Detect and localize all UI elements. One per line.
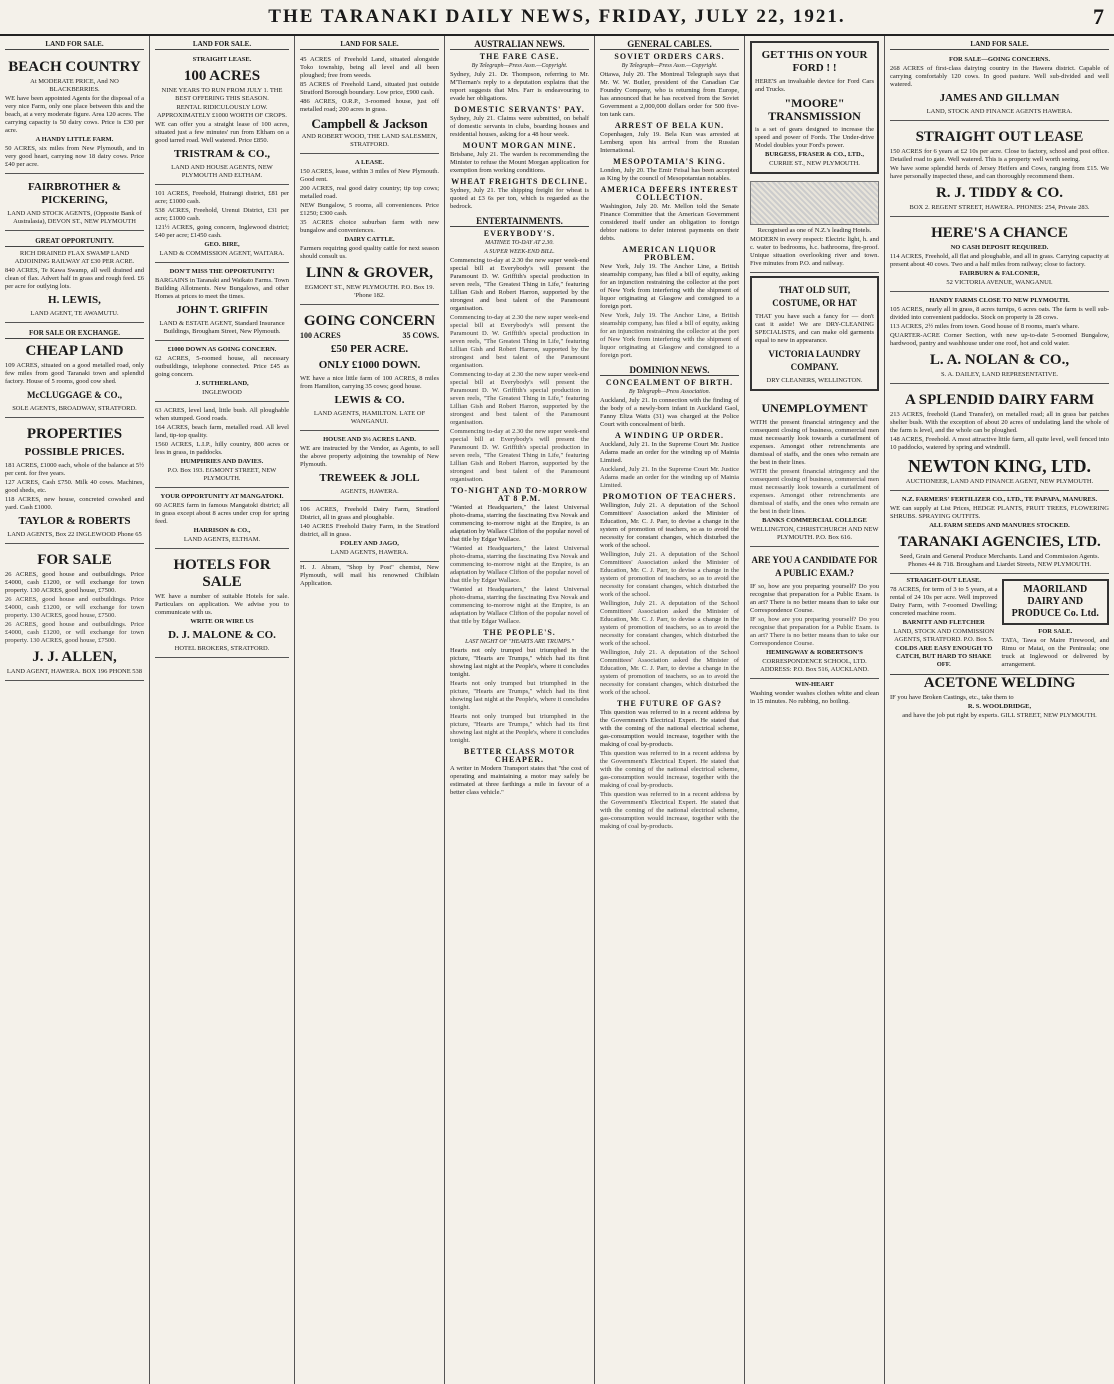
agent-lewis-sub: LAND AGENT, TE AWAMUTU.: [30, 310, 119, 317]
news-mesopotamia-text: London, July 20. The Emir Feisal has been accepted as King by the council of Mesopotamian notables.: [600, 167, 739, 182]
news-gas: THE FUTURE OF GAS?: [616, 699, 723, 708]
agent-barnitt-sub: LAND, STOCK AND COMMISSION AGENTS, STRATFORD. P.O. Box 5.: [893, 628, 995, 643]
agent-sutherland: J. SUTHERLAND,: [195, 380, 249, 387]
agent-linn: LINN & GROVER,: [305, 265, 434, 281]
ad-hotel: [750, 177, 879, 273]
candidate-text: IF so, how are you preparing yourself? Do you recognise that preparation for a Public Exam. is an art? There is no better means than to take our Correspondence Course.: [750, 583, 879, 614]
ad-going-concern: [300, 307, 439, 431]
agent-james-gillman-sub: LAND, STOCK AND FINANCE AGENTS HAWERA.: [926, 108, 1073, 115]
opportunity-heading: GREAT OPPORTUNITY.: [5, 237, 144, 247]
acres-45: 45 ACRES of Freehold Land, situated alongside Toko township, being all level and all been ploughed; free from weeds.: [300, 56, 439, 79]
super-bill: A SUPER WEEK-END BILL.: [484, 249, 555, 255]
write-wire: WRITE OR WIRE US: [190, 618, 254, 625]
everybodys-text-2: Commencing to-day at 2.30 the new super week-end special bill at Everybody's will present the Paramount D. W. Griffith's special production in seven reels, "The Greatest Thing in Life," featuring Lillian Gish and Robert Harron, supported by the strongest and best talent of the Paramount organisation.: [450, 314, 589, 369]
news-wheat: WHEAT FREIGHTS DECLINE.: [451, 177, 588, 186]
masthead: [0, 0, 1114, 36]
acres-62: 62 ACRES, 5-roomed house, all necessary outbuildings, telephone connected. Price £45 as going concern.: [155, 355, 289, 378]
news-liquor-text: New York, July 19. The Anchor Line, a British steamship company, has filed a bill of equity, asking for an injunction restraining the collector at the port of New York from interfering with the shipment of liquor originating at Glasgow and consigned to a foreign port.: [600, 263, 739, 310]
properties-title: PROPERTIES: [26, 426, 123, 442]
dominion-news: DOMINION NEWS.: [600, 366, 739, 376]
col3-header: LAND FOR SALE.: [300, 40, 439, 50]
beach-sub: At MODERATE PRICE, And NO BLACKBERRIES.: [30, 78, 119, 93]
lease-heading-3: A LEASE.: [355, 159, 384, 166]
news-gas-text: This question was referred to in a recent address by the Government's Electrical Expert. He stated that with the coming of the national electrical scheme, gas-consumption would increase, together with the making of coal by-products.: [600, 709, 739, 748]
unemployment-text: WITH the present financial stringency and the consequent closing of business, commercial men must necessarily look towards a curtailment of expenses. Amongst other retrenchments are dismissal of staffs, and the ones who remain are the best in their lines.: [750, 419, 879, 466]
acres-101: 101 ACRES, Freehold, Huirangi district, £81 per acre; £1000 cash.: [155, 190, 289, 205]
ad-great-opportunity: [5, 233, 144, 323]
motor: BETTER CLASS MOTOR CHEAPER.: [463, 747, 576, 764]
beach-text: WE have been appointed Agents for the disposal of a very nice Farm, only one place between this and the beach, at a very moderate figure. Area 120 acres. The carrying capacity is 50 dairy cows. Price is £30 per acre.: [5, 95, 144, 134]
news-servants-text: Sydney, July 21. Claims were submitted, on behalf of domestic servants in clubs, boarding houses and residential houses, asking for a 48 hour week.: [450, 115, 589, 138]
ad-straight-lease: [155, 53, 289, 185]
straight-out-lease-2: STRAIGHT-OUT LEASE.: [906, 577, 981, 584]
get-this-text: HERE'S an invaluable device for Ford Cars and Trucks.: [755, 78, 874, 93]
candidate-text-2: IF so, how are you preparing yourself? Do you recognise that preparation for a Public Exam. is an art? There is no better means than to take our Correspondence Course.: [750, 616, 879, 647]
abram-text: H. J. Abram, "Shop by Post" chemist, New Plymouth, will mail his renowned Chilblain Application.: [300, 564, 439, 587]
ad-linn: [300, 156, 439, 305]
fertilizer-heading: N.Z. FARMERS' FERTILIZER CO., LTD., TE PAPAPA, MANURES.: [901, 496, 1098, 503]
lease-rental: RENTAL RIDICULOUSLY LOW. APPROXIMATELY £1000 WORTH OF CROPS.: [157, 104, 287, 119]
agent-humphries-sub: P.O. Box 193. EGMONT STREET, NEW PLYMOUTH.: [167, 467, 277, 482]
agent-treweek: TREWEEK & JOLL: [319, 472, 420, 484]
peoples: THE PEOPLE'S.: [483, 628, 556, 637]
peoples-text-2: Hearts not only trumped but triumphed in the picture, "Hearts are Trumps," which had its first showing last night at the People's, where it concludes tonight.: [450, 680, 589, 711]
agent-banks-sub: WELLINGTON, CHRISTCHURCH AND NEW PLYMOUTH. P.O. Box 616.: [750, 526, 879, 541]
win-heart-text: Washing wonder washes clothes white and clean in 15 minutes. No rubbing, no boiling.: [750, 690, 879, 705]
acres-486: 486 ACRES, O.R.P., 3-roomed house, just off metalled road; 200 acres in grass.: [300, 98, 439, 113]
going-text: WE have a nice little farm of 100 ACRES, 8 miles from Hamilton, carrying 35 cows; good house.: [300, 375, 439, 390]
agent-wooldridge: R. S. WOOLDRIDGE,: [967, 703, 1032, 710]
hotel-text: MODERN in every respect: Electric light, h. and c. water to bedrooms, h.c. bathrooms, fire-proof. Unique situation overlooking river and town. Five minutes from P.O. and railway.: [750, 236, 879, 267]
column-1: [0, 36, 150, 1384]
lease-text: WE can offer you a straight lease of 100 acres, situated just a few minutes' run from Eltham on a good tarred road. Well watered. Price £850.: [155, 121, 289, 144]
acres-35: 35 ACRES choice suburban farm with new bungalow and conveniences.: [300, 219, 439, 234]
bungalow-text: NEW Bungalow, 5 rooms, all conveniences. Price £1250; £300 cash.: [300, 202, 439, 217]
for-sale-7: FOR SALE.: [1038, 628, 1073, 635]
hotel-caption: Recognised as one of N.Z.'s leading Hotels.: [757, 227, 872, 234]
jerseys-text: We have some splendid herds of Jersey Heifers and Cows, ranging from £15. We have personally inspected these, and can thoroughly recommend them.: [890, 165, 1109, 180]
agent-burgess: BURGESS, FRASER & CO., LTD.,: [765, 151, 864, 158]
ad-fairbrother: [5, 176, 144, 231]
house-text: WE are instructed by the Vendor, as Agents, to sell the above property adjoining the township of New Plymouth.: [300, 445, 439, 468]
agent-griffin: JOHN T. GRIFFIN: [176, 304, 268, 316]
acres-63: 63 ACRES, level land, little bush. All ploughable when stumped. Good roads.: [155, 407, 289, 422]
news-concealment-text: Auckland, July 21. In connection with the finding of the body of a newly-born infant in Auckland Gaol, Fanny Eliza Watts (31) was charged at the Police Court with concealment of birth.: [600, 397, 739, 428]
fertilizer-seeds: ALL FARM SEEDS AND MANURES STOCKED.: [929, 522, 1070, 529]
house-heading: HOUSE AND 3½ ACRES LAND.: [323, 436, 416, 443]
peoples-text-3: Hearts not only trumped but triumphed in the picture, "Hearts are Trumps," which had its first showing last night at the People's, where it concludes tonight.: [450, 713, 589, 744]
agent-foley-sub: LAND AGENTS, HAWERA.: [330, 549, 409, 556]
going-acres: 100 ACRES: [300, 331, 341, 340]
col5-header: GENERAL CABLES.: [600, 40, 739, 50]
ad-campbell: [300, 53, 439, 154]
agent-fairburn: FAIRBURN & FALCONER,: [959, 270, 1040, 277]
quarter-acre: QUARTER-ACRE Corner Section, with new up-to-date 5-roomed Bungalow, hardwood, pantry and washhouse under one roof, hot and cold water.: [890, 332, 1109, 347]
agent-griffin-sub: LAND & ESTATE AGENT, Standard Insurance Buildings, Brougham Street, New Plymouth.: [159, 320, 285, 335]
bargains-text: BARGAINS in Taranaki and Waikato Farms. Town Building Allotments. New Bungalows, and other Homes at prices to meet the times.: [155, 277, 289, 300]
agent-nolan: L. A. NOLAN & CO.,: [929, 352, 1070, 368]
agent-barnitt: BARNITT AND FLETCHER: [902, 619, 985, 626]
ad-harrison: [155, 490, 289, 549]
acetone-text: IF you have Broken Castings, etc., take them to: [890, 694, 1014, 701]
acres-113: 113 ACRES, 2½ miles from town. Good house of 8 rooms, man's whare.: [890, 323, 1080, 330]
agent-foley: FOLEY AND JAGO,: [340, 540, 399, 547]
going-price: £50 PER ACRE.: [330, 343, 409, 355]
lease-heading: STRAIGHT LEASE.: [192, 56, 252, 63]
news-america-text: Washington, July 20. Mr. Mellon told the Senate Finance Committee that the American Government considered itself under an obligation to foreign debtor nations to defer interest payments on their debts.: [600, 203, 739, 242]
col1-header: LAND FOR SALE.: [5, 40, 144, 50]
agent-lewis-co-sub: LAND AGENTS, HAMILTON. LATE OF WANGANUI.: [313, 410, 426, 425]
ad-sutherland: [155, 343, 289, 402]
news-america: AMERICA DEFERS INTEREST COLLECTION.: [600, 185, 739, 202]
lease-100-acres: 100 ACRES: [183, 68, 261, 84]
news-mount-morgan: MOUNT MORGAN MINE.: [462, 141, 577, 150]
ad-fertilizer: [890, 493, 1109, 574]
ad-tiddy: [890, 123, 1109, 217]
news-fare-case: THE FARE CASE.: [479, 52, 560, 61]
news-teachers-text-2: Wellington, July 21. A deputation of the School Committees' Association asked the Minister of Education, Mr. C. J. Parr, to devise a change in the system of promotion of teachers, so as to avoid the necessity for constant changes, which disturbed the work of the school.: [600, 551, 739, 598]
opportunity-text: RICH DRAINED FLAX SWAMP LAND ADJOINING RAILWAY AT £30 PER ACRE.: [14, 250, 135, 265]
news-concealment: CONCEALMENT OF BIRTH.: [605, 378, 734, 387]
colds: COLDS ARE EASY ENOUGH TO CATCH, BUT HARD TO SHAKE OFF.: [895, 645, 993, 668]
agent-hemingway-sub: CORRESPONDENCE SCHOOL, LTD. ADDRESS: P.O. Box 516, AUCKLAND.: [760, 658, 869, 673]
ad-beach-country: [5, 53, 144, 174]
ad-fairburn: [890, 219, 1109, 292]
agent-taylor-sub: LAND AGENTS, Box 22 INGLEWOOD Phone 65: [7, 531, 142, 538]
acres-164: 164 ACRES, beach farm, metalled road. All level land, tip-top quality.: [155, 424, 289, 439]
ad-foley: [300, 503, 439, 562]
acres-106: 106 ACRES, Freehold Dairy Farm, Stratford District, all in grass and ploughable.: [300, 506, 439, 521]
agent-tiddy: R. J. TIDDY & CO.: [935, 185, 1064, 201]
get-this-heading: GET THIS ON YOUR FORD ! !: [761, 49, 868, 74]
ad-victoria-laundry: [750, 276, 879, 391]
column-6: [745, 36, 885, 1384]
ad-newton-king: [890, 386, 1109, 491]
agent-harrison: HARRISON & CO.,: [193, 527, 251, 534]
agent-wooldridge-sub: and have the job put right by experts. GILL STREET, NEW PLYMOUTH.: [902, 712, 1097, 719]
peoples-sub: LAST NIGHT OF "HEARTS ARE TRUMPS.": [465, 639, 574, 645]
down-heading: £1000 DOWN AS GOING CONCERN.: [167, 346, 277, 353]
column-2: [150, 36, 295, 1384]
agent-newton-king-sub: AUCTIONEER, LAND AND FINANCE AGENT, NEW PLYMOUTH.: [905, 478, 1094, 485]
maoriland-logo: MAORILAND DAIRY AND PRODUCE Co. Ltd.: [1002, 579, 1110, 625]
dont-miss: DON'T MISS THE OPPORTUNITY!: [169, 268, 275, 275]
agent-malone-sub: HOTEL BROKERS, STRATFORD.: [174, 645, 270, 652]
everybodys: EVERYBODY'S.: [483, 229, 556, 238]
matinee: MATINEE TO-DAY AT 2.30.: [485, 240, 554, 246]
acres-78: 78 ACRES, for term of 3 to 5 years, at a rental of 24 10s per acre. Well improved Dairy Farm, with 7-roomed Dwelling; concreted machine room.: [890, 586, 998, 617]
agent-banks: BANKS COMMERCIAL COLLEGE: [762, 517, 867, 524]
agent-james-gillman: JAMES AND GILLMAN: [939, 92, 1060, 104]
dairy-cattle: DAIRY CATTLE.: [344, 236, 395, 243]
agent-malone: D. J. MALONE & CO.: [168, 629, 276, 641]
agent-newton-king: NEWTON KING, LTD.: [907, 456, 1092, 476]
tonight-text-2: "Wanted at Headquarters," the latest Universal photo-drama, starring the fascinating Eva Novak and commencing to-morrow night at the Empire, is an adaptation by Wallace Clifton of the popular novel of that title by Edgar Wallace.: [450, 545, 589, 584]
splendid-dairy: A SPLENDID DAIRY FARM: [904, 392, 1095, 408]
acres-538: 538 ACRES, Freehold, Urenui District, £31 per acre; £1000 cash.: [155, 207, 289, 222]
news-soviet: SOVIET ORDERS CARS.: [614, 52, 725, 61]
agent-tristram: TRISTRAM & CO.,: [174, 148, 270, 160]
agent-victoria-sub: DRY CLEANERS, WELLINGTON.: [766, 377, 863, 384]
news-fare-text: Sydney, July 21. Dr. Thompson, referring to Mr. M'Tiernan's reply to a deputation explains that the report suggests that Mrs. Farr is endeavouring to evade her obligations.: [450, 71, 589, 102]
agent-sutherland-sub: INGLEWOOD: [202, 389, 242, 396]
hotels-title: HOTELS FOR SALE: [173, 557, 271, 590]
agent-taranaki-agencies-sub: Seed, Grain and General Produce Merchants. Land and Commission Agents. Phones 44 & 718. Brougham and Liardet Streets, NEW PLYMOUTH.: [899, 553, 1100, 568]
ad-moore-transmission: [750, 41, 879, 174]
ad-cheap-land: [5, 325, 144, 418]
acres-114: 114 ACRES, Freehold, all flat and ploughable, and all in grass. Carrying capacity at present about 40 cows. Two and a half miles from railway; close to factory.: [890, 253, 1109, 268]
acres-127: 127 ACRES, Cash £750. Milk 40 cows. Machines, good sheds, etc.: [5, 479, 144, 494]
column-3: [295, 36, 445, 1384]
bottom-left: [890, 576, 998, 670]
acetone-welding: ACETONE WELDING: [890, 674, 1109, 692]
agent-tiddy-sub: BOX 2. REGENT STREET, HAWERA. PHONES: 254, Private 283.: [909, 204, 1090, 211]
suit-text: THAT you have such a fancy for — don't cast it aside! We are DRY-CLEANING SPECIALISTS, and can make old garments equal to new in appearance.: [755, 313, 874, 344]
news-soviet-text: Ottawa, July 20. The Montreal Telegraph says that Mr. W. W. Butler, president of the Canadian Car Foundry Company, who is returning from Europe, has announced that he has received from the Soviet Government a 2,000,000 dollars order for 500 five-ton tank cars.: [600, 71, 739, 118]
news-teachers-text: Wellington, July 21. A deputation of the School Committees' Association asked the Minister of Education, Mr. C. J. Parr, to devise a change in the system of promotion of teachers, so as to avoid the necessity for constant changes, which disturbed the work of the school.: [600, 502, 739, 549]
column-7: [885, 36, 1114, 1384]
fertilizer-text: WE can supply at List Prices, HEDGE PLANTS, FRUIT TREES, FLOWERING SHRUBS. SPRAYING OUTFITS.: [890, 505, 1109, 520]
for-sale-text-2: 26 ACRES, good house and outbuildings. Price £4000, cash £1200, or will exchange for town property. 130 ACRES, good house, £7500.: [5, 596, 144, 619]
page-number: 7: [1093, 4, 1104, 29]
acres-121: 121½ ACRES, going concern, Inglewood district; £40 per acre; £1450 cash.: [155, 224, 289, 239]
bottom-right: [1002, 576, 1110, 670]
agent-burgess-sub: CURRIE ST., NEW PLYMOUTH.: [769, 160, 860, 167]
agent-nolan-sub: S. A. DAILEY, LAND REPRESENTATIVE.: [940, 371, 1059, 378]
news-concealment-source: By Telegraph—Press Association.: [628, 389, 711, 395]
column-5: [595, 36, 745, 1384]
tonight-text-3: "Wanted at Headquarters," the latest Universal photo-drama, starring the fascinating Eva Novak and commencing to-morrow night at the Empire, is an adaptation by Wallace Clifton of the popular novel of that title by Edgar Wallace.: [450, 586, 589, 625]
hotel-illustration: [750, 181, 879, 225]
acres-140: 140 ACRES Freehold Dairy Farm, in the Stratford district, all in grass.: [300, 523, 439, 538]
ad-properties: [5, 420, 144, 544]
suit-heading: THAT OLD SUIT, COSTUME, OR HAT: [772, 285, 857, 308]
everybodys-text-4: Commencing to-day at 2.30 the new super week-end special bill at Everybody's will present the Paramount D. W. Griffith's special production in seven reels, "The Greatest Thing in Life," featuring Lillian Gish and Robert Harron, supported by the strongest and best talent of the Paramount organisation.: [450, 428, 589, 483]
everybodys-text: Commencing to-day at 2.30 the new super week-end special bill at Everybody's will present the Paramount D. W. Griffith's special production in seven reels, "The Greatest Thing in Life," featuring Lillian Gish and Robert Harron, supported by the strongest and best talent of the Paramount organisation.: [450, 257, 589, 312]
win-heart: WIN-HEART: [795, 681, 834, 688]
handy-farm-title: A HANDY LITTLE FARM.: [35, 136, 114, 143]
acres-85: 85 ACRES of Freehold Land, situated just outside Stratford Borough boundary. Low price, £900 cash.: [300, 81, 439, 96]
unemployment-title: UNEMPLOYMENT: [761, 401, 868, 415]
acres-200: 200 ACRES, real good dairy country; tip top cows; metalled road.: [300, 185, 439, 200]
dairy-cattle-text: Farmers requiring good quality cattle for next season should consult us.: [300, 245, 439, 260]
column-4: [445, 36, 595, 1384]
bottom-split: [890, 576, 1109, 670]
news-teachers-text-3: Wellington, July 21. A deputation of the School Committees' Association asked the Minister of Education, Mr. C. J. Parr, to devise a change in the system of promotion of teachers, so as to avoid the necessity for constant changes, which disturbed the work of the school.: [600, 600, 739, 647]
acres-105: 105 ACRES, nearly all in grass, 8 acres turnips, 6 acres oats. The farm is well sub-divided into convenient paddocks. Stock on property is 28 cows.: [890, 306, 1109, 321]
agent-harrison-sub: LAND AGENTS, ELTHAM.: [183, 536, 261, 543]
cheap-land-title: CHEAP LAND: [25, 343, 124, 359]
for-sale-text-3: 26 ACRES, good house and outbuildings. Price £4000, cash £1200, or will exchange for town property. 130 ACRES, good house, £7500.: [5, 621, 144, 644]
agent-campbell: Campbell & Jackson: [311, 116, 428, 131]
acres-150-lease: 150 ACRES, lease, within 3 miles of New Plymouth. Good rent.: [300, 168, 439, 183]
mangatoki-heading: YOUR OPPORTUNITY AT MANGATOKI.: [160, 493, 284, 500]
agent-tristram-sub: LAND AND HOUSE AGENTS, NEW PLYMOUTH AND ELTHAM.: [171, 164, 273, 179]
news-winding: A WINDING UP ORDER.: [614, 431, 725, 440]
beach-title: BEACH COUNTRY: [8, 59, 141, 75]
acres-181: 181 ACRES, £1000 each, whole of the balance at 5½ per cent. for five years.: [5, 462, 144, 477]
handy-farm-text: 50 ACRES, six miles from New Plymouth, and in very good heart, carrying now 18 dairy cows. Price £40 per acre.: [5, 145, 144, 168]
news-teachers: PROMOTION OF TEACHERS.: [602, 492, 737, 501]
ad-bire: [155, 187, 289, 263]
agent-taylor: TAYLOR & ROBERTS: [18, 515, 131, 527]
tata-text: TATA, Tawa or Maire Firewood, and Rimu or Matai, on the Peninsula; one truck at Inglewood or delivered by arrangement.: [1001, 637, 1109, 668]
for-sale-title: FOR SALE: [37, 552, 112, 568]
unemployment-text-2: WITH the present financial stringency and the consequent closing of business, commercial men must necessarily look towards a curtailment of expenses. Amongst other retrenchments are dismissal of staffs, and the ones who remain are the best in their lines.: [750, 468, 879, 515]
handy-farms: HANDY FARMS CLOSE TO NEW PLYMOUTH.: [929, 297, 1070, 304]
ad-treweek: [300, 433, 439, 501]
peoples-text: Hearts not only trumped but triumphed in the picture, "Hearts are Trumps," which had its first showing last night at the People's, where it concludes tonight.: [450, 647, 589, 678]
news-liquor: AMERICAN LIQUOR PROBLEM.: [622, 245, 717, 262]
for-sale-text: 26 ACRES, good house and outbuildings. Price £4000, cash £1200, or will exchange for town property. 130 ACRES, good house, £7500.: [5, 571, 144, 594]
agent-taranaki-agencies: TARANAKI AGENCIES, LTD.: [898, 534, 1101, 550]
possible-prices: POSSIBLE PRICES.: [24, 446, 125, 458]
news-wheat-text: Sydney, July 21. The shipping freight for wheat is quoted at £3 6s per ton, which is regarded as the bedrock.: [450, 187, 589, 210]
agent-bire: GEO. BIRE,: [204, 241, 240, 248]
hotels-text: WE have a number of suitable Hotels for sale. Particulars on application. We advise you to communicate with us.: [155, 593, 289, 616]
acres-148: 148 ACRES, Freehold. A most attractive little farm, all quite level, well fenced into 10 paddocks, watered by spring and windmill.: [890, 436, 1109, 451]
agent-bire-sub: LAND & COMMISSION AGENT, WAITARA.: [159, 250, 285, 257]
agent-hemingway: HEMINGWAY & ROBERTSON'S: [766, 649, 863, 656]
ad-griffin: [155, 265, 289, 341]
agent-victoria: VICTORIA LAUNDRY COMPANY.: [768, 349, 861, 372]
ad-hotels: [155, 551, 289, 658]
news-mesopotamia: MESOPOTAMIA'S KING.: [613, 157, 726, 166]
going-cows: 35 COWS.: [402, 331, 439, 340]
straight-out-lease: STRAIGHT OUT LEASE: [915, 129, 1084, 145]
agent-lewis: H. LEWIS,: [48, 294, 101, 306]
col2-header: LAND FOR SALE.: [155, 40, 289, 50]
acres-213: 213 ACRES, freehold (Land Transfer), on metalled road; all in grass bar patches shelter bush. With the exception of about 20 acres of undulating land the whole of the farm is level, and the whole can be ploughed.: [890, 411, 1109, 434]
acres-1560: 1560 ACRES, L.I.P., hilly country, 800 acres or less in grass, in paddocks.: [155, 441, 289, 456]
news-bela-kun: ARREST OF BELA KUN.: [614, 121, 725, 130]
acres-268: 268 ACRES of first-class dairying country in the Hawera district. Capable of carrying comfortably 120 cows. In good pasture. Well sub-divided and well watered.: [890, 65, 1109, 88]
candidate-heading: ARE YOU A CANDIDATE FOR A PUBLIC EXAM.?: [751, 555, 878, 578]
going-concern-title: GOING CONCERN: [303, 313, 436, 329]
lease-sub: NINE YEARS TO RUN FROM JULY 1. THE BEST OFFERING THIS SEASON.: [161, 87, 283, 102]
acres-150-tiddy: 150 ACRES for 6 years at £2 10s per acre. Close to factory, school and post office. Detailed road to gate. Well watered. This is a property well worth seeing.: [890, 148, 1109, 163]
tonight: TO-NIGHT AND TO-MORROW AT 8 P.M.: [451, 486, 588, 503]
agent-linn-sub: EGMONT ST., NEW PLYMOUTH. P.O. Box 19. 'Phone 182.: [304, 284, 435, 299]
ad-nolan: [890, 294, 1109, 384]
agent-allen-sub: LAND AGENT, HAWERA. BOX 196 PHONE 538: [6, 668, 143, 675]
news-winding-text: Auckland, July 21. In the Supreme Court Mr. Justice Adams made an order for the winding up of Mainia Limited.: [600, 441, 739, 464]
no-cash: NO CASH DEPOSIT REQUIRED.: [950, 244, 1049, 251]
everybodys-text-3: Commencing to-day at 2.30 the new super week-end special bill at Everybody's will present the Paramount D. W. Griffith's special production in seven reels, "The Greatest Thing in Life," featuring Lillian Gish and Robert Harron, supported by the strongest and best talent of the Paramount organisation.: [450, 371, 589, 426]
news-winding-text-2: Auckland, July 21. In the Supreme Court Mr. Justice Adams made an order for the winding up of Mainia Limited.: [600, 466, 739, 489]
acres-118: 118 ACRES, new house, concreted cowshed and yard. Cash £1000.: [5, 496, 144, 511]
heres-a-chance: HERE'S A CHANCE: [931, 225, 1068, 241]
tonight-text: "Wanted at Headquarters," the latest Universal photo-drama, starring the fascinating Eva Novak and commencing to-morrow night at the Empire, is an adaptation by Wallace Clifton of the popular novel of that title by Edgar Wallace.: [450, 504, 589, 543]
agent-campbell-sub: AND ROBERT WOOD, THE LAND SALESMEN, STRATFORD.: [301, 133, 438, 148]
masthead-title: THE TARANAKI DAILY NEWS, FRIDAY, JULY 22, 1921.: [268, 6, 846, 27]
acres-60: 60 ACRES farm in famous Mangatoki district; all in grass except about 8 acres under crop for spring feed.: [155, 502, 289, 525]
news-liquor-text-2: New York, July 19. The Anchor Line, a British steamship company, has filed a bill of equity, asking for an injunction restraining the collector at the port of New York from interfering with the shipment of liquor originating at Glasgow and consigned to a foreign port.: [600, 312, 739, 359]
ad-james-gillman: [890, 53, 1109, 121]
agent-treweek-sub: AGENTS, HAWERA.: [340, 488, 399, 495]
agent-fairburn-sub: 52 VICTORIA AVENUE, WANGANUI.: [946, 279, 1053, 286]
agent-mccluggage: McCLUGGAGE & CO.,: [27, 390, 122, 400]
agent-allen: J. J. ALLEN,: [32, 649, 117, 665]
news-gas-text-3: This question was referred to in a recent address by the Government's Electrical Expert. He stated that with the coming of the national electrical scheme, gas-consumption would increase, together with the making of coal by-products.: [600, 791, 739, 830]
moore-text: is a set of gears designed to increase the speed and power of Fords. The Under-drive Model doubles your Ford's power.: [755, 126, 874, 149]
news-teachers-text-4: Wellington, July 21. A deputation of the School Committees' Association asked the Minister of Education, Mr. C. J. Parr, to devise a change in the system of promotion of teachers, so as to avoid the necessity for constant changes, which disturbed the work of the school.: [600, 649, 739, 696]
agent-fairbrother: FAIRBROTHER & PICKERING,: [28, 181, 121, 206]
motor-text: A writer in Modern Transport states that "the cost of operating and maintaining a motor may safely be estimated at three farthings a mile in favour of a better class vehicle.": [450, 765, 589, 796]
news-mount-morgan-text: Brisbane, July 21. The warden is recommending the Minister to refuse the Mount Morgan application for exemption from working conditions.: [450, 151, 589, 174]
news-soviet-source: By Telegraph—Press Assn.—Copyright.: [621, 63, 718, 69]
ad-for-sale: [5, 546, 144, 681]
agent-lewis-co: LEWIS & CO.: [334, 394, 405, 406]
acres-109: 109 ACRES, situated on a good metalled road, only few miles from good Taranaki town and splendid factory. House of 5 rooms, good cow shed.: [5, 362, 144, 385]
going-down: ONLY £1000 DOWN.: [318, 359, 421, 371]
col4-header: AUSTRALIAN NEWS.: [450, 40, 589, 50]
ad-unemployment: [750, 394, 879, 547]
going-row-1: [300, 332, 439, 340]
agent-humphries: HUMPHRIES AND DAVIES.: [180, 458, 264, 465]
going-concerns: FOR SALE—GOING CONCERNS.: [949, 56, 1050, 63]
agent-fairbrother-sub: LAND AND STOCK AGENTS, (Opposite Bank of Australasia), DEVON ST., NEW PLYMOUTH: [7, 210, 142, 225]
news-fare-source: By Telegraph—Press Assn.—Copyright.: [471, 63, 568, 69]
news-gas-text-2: This question was referred to in a recent address by the Government's Electrical Expert. He stated that with the coming of the national electrical scheme, gas-consumption would increase, together with the making of coal by-products.: [600, 750, 739, 789]
entertainments: ENTERTAINMENTS.: [450, 217, 589, 227]
news-servants: DOMESTIC SERVANTS' PAY.: [454, 105, 585, 114]
ad-public-exam: [750, 549, 879, 679]
moore-title: "MOORE" TRANSMISSION: [768, 96, 861, 123]
agent-mccluggage-sub: SOLE AGENTS, BROADWAY, STRATFORD.: [12, 405, 137, 412]
ad-humphries: [155, 404, 289, 488]
news-bela-kun-text: Copenhagen, July 19. Bela Kun was arrested at Lemberg upon his arrival from the Russian International.: [600, 131, 739, 154]
acres-840: 840 ACRES, Te Kawa Swamp, all well drained and clean of flax. Advert half in grass and rough feed. £6 per acre for outlying lots.: [5, 267, 144, 290]
columns: [0, 36, 1114, 1384]
sale-exchange: FOR SALE OR EXCHANGE.: [5, 329, 144, 339]
col7-header: LAND FOR SALE.: [890, 40, 1109, 50]
